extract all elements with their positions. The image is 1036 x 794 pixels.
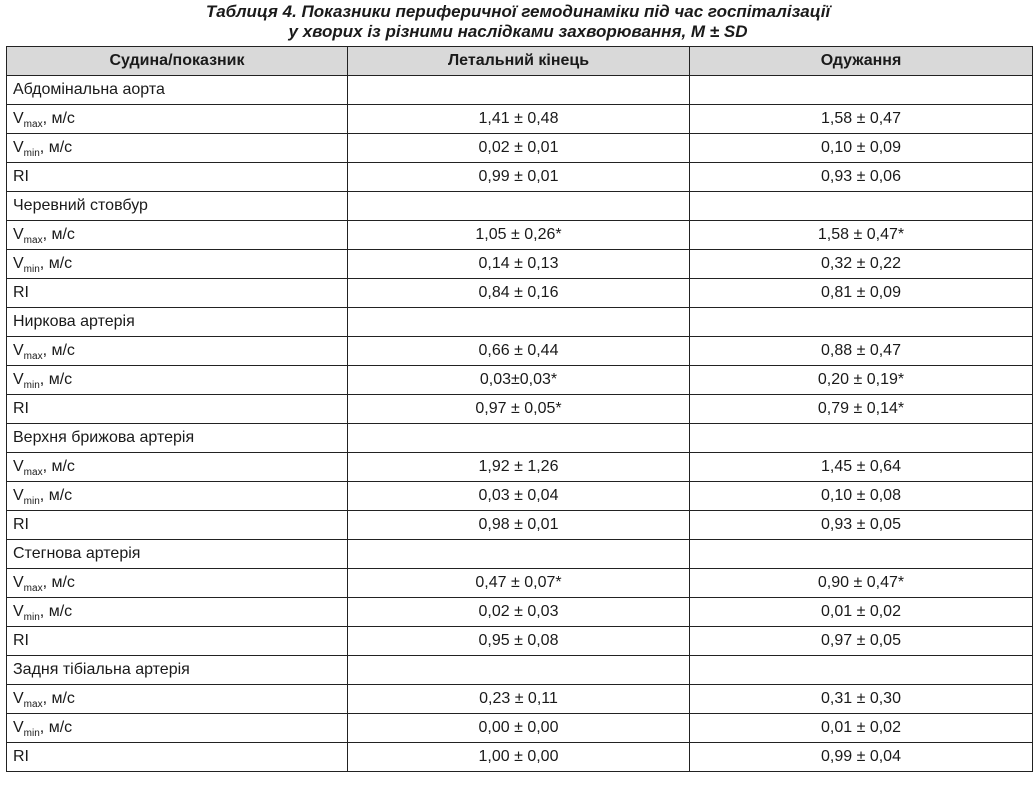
indicator-label xyxy=(7,105,348,134)
recovery-value: 0,90 ± 0,47* xyxy=(690,569,1033,598)
table-row xyxy=(7,337,1033,366)
indicator-subscript: min xyxy=(23,380,40,391)
group-empty-recovery xyxy=(690,656,1033,685)
group-empty-recovery xyxy=(690,192,1033,221)
lethal-value: 1,00 ± 0,00 xyxy=(348,743,690,772)
lethal-value: 0,14 ± 0,13 xyxy=(348,250,690,279)
table-row xyxy=(7,221,1033,250)
table-body xyxy=(7,76,1033,772)
indicator-unit: , м/с xyxy=(42,110,75,127)
group-empty-recovery xyxy=(690,424,1033,453)
group-empty-recovery xyxy=(690,308,1033,337)
table-row xyxy=(7,134,1033,163)
recovery-value: 0,81 ± 0,09 xyxy=(690,279,1033,308)
table-row xyxy=(7,598,1033,627)
indicator-label xyxy=(7,482,348,511)
indicator-base: V xyxy=(13,690,24,707)
caption-line-1: Таблиця 4. Показники периферичної гемодинаміки під час госпіталізації xyxy=(205,2,831,21)
lethal-value: 0,66 ± 0,44 xyxy=(348,337,690,366)
indicator-label xyxy=(7,337,348,366)
vessel-name: Черевний стовбур xyxy=(7,192,348,221)
indicator-label xyxy=(7,714,348,743)
indicator-base: RI xyxy=(13,284,29,301)
table-row xyxy=(7,511,1033,540)
indicator-subscript: max xyxy=(23,699,43,710)
group-empty-lethal xyxy=(348,192,690,221)
header-vessel-indicator: Судина/показник xyxy=(7,47,348,76)
recovery-value: 0,99 ± 0,04 xyxy=(690,743,1033,772)
recovery-value: 0,32 ± 0,22 xyxy=(690,250,1033,279)
table-row xyxy=(7,279,1033,308)
indicator-label xyxy=(7,453,348,482)
indicator-unit: , м/с xyxy=(39,255,73,272)
header-recovery: Одужання xyxy=(690,47,1033,76)
lethal-value: 0,84 ± 0,16 xyxy=(348,279,690,308)
recovery-value: 0,01 ± 0,02 xyxy=(690,714,1033,743)
vessel-name: Абдомінальна аорта xyxy=(7,76,348,105)
vessel-name: Задня тібіальна артерія xyxy=(7,656,348,685)
vessel-name: Верхня брижова артерія xyxy=(7,424,348,453)
indicator-base: V xyxy=(13,719,24,736)
indicator-base: RI xyxy=(13,748,29,765)
group-empty-recovery xyxy=(690,540,1033,569)
group-row xyxy=(7,308,1033,337)
indicator-unit: , м/с xyxy=(39,487,73,504)
indicator-label xyxy=(7,163,348,192)
indicator-label xyxy=(7,685,348,714)
lethal-value: 1,05 ± 0,26* xyxy=(348,221,690,250)
indicator-base: V xyxy=(13,603,24,620)
lethal-value: 1,92 ± 1,26 xyxy=(348,453,690,482)
indicator-base: V xyxy=(13,110,24,127)
recovery-value: 0,97 ± 0,05 xyxy=(690,627,1033,656)
lethal-value: 0,47 ± 0,07* xyxy=(348,569,690,598)
lethal-value: 1,41 ± 0,48 xyxy=(348,105,690,134)
recovery-value: 0,93 ± 0,06 xyxy=(690,163,1033,192)
indicator-base: V xyxy=(13,458,24,475)
group-empty-lethal xyxy=(348,424,690,453)
table-row xyxy=(7,366,1033,395)
table-row xyxy=(7,250,1033,279)
table-caption xyxy=(0,0,1036,42)
indicator-base: V xyxy=(13,139,24,156)
indicator-subscript: max xyxy=(23,583,43,594)
recovery-value: 0,20 ± 0,19* xyxy=(690,366,1033,395)
indicator-unit: , м/с xyxy=(42,458,75,475)
group-row xyxy=(7,540,1033,569)
table-row xyxy=(7,105,1033,134)
group-empty-lethal xyxy=(348,76,690,105)
group-empty-lethal xyxy=(348,308,690,337)
table-row xyxy=(7,685,1033,714)
lethal-value: 0,00 ± 0,00 xyxy=(348,714,690,743)
indicator-base: V xyxy=(13,226,24,243)
caption-line-2: у хворих із різними наслідками захворювання, M ± SD xyxy=(288,22,748,41)
hemodynamics-table xyxy=(6,46,1033,772)
table-row xyxy=(7,163,1033,192)
indicator-subscript: min xyxy=(23,496,40,507)
vessel-name: Ниркова артерія xyxy=(7,308,348,337)
indicator-label xyxy=(7,250,348,279)
group-row xyxy=(7,424,1033,453)
table-row xyxy=(7,453,1033,482)
indicator-label xyxy=(7,221,348,250)
indicator-unit: , м/с xyxy=(39,603,73,620)
indicator-subscript: max xyxy=(23,351,43,362)
group-empty-lethal xyxy=(348,540,690,569)
indicator-label xyxy=(7,569,348,598)
indicator-label xyxy=(7,598,348,627)
lethal-value: 0,03 ± 0,04 xyxy=(348,482,690,511)
lethal-value: 0,02 ± 0,03 xyxy=(348,598,690,627)
indicator-base: V xyxy=(13,255,24,272)
indicator-base: V xyxy=(13,371,24,388)
table-row xyxy=(7,395,1033,424)
indicator-base: RI xyxy=(13,400,29,417)
indicator-subscript: min xyxy=(23,148,40,159)
table-row xyxy=(7,714,1033,743)
indicator-unit: , м/с xyxy=(42,226,75,243)
group-empty-lethal xyxy=(348,656,690,685)
recovery-value: 0,10 ± 0,09 xyxy=(690,134,1033,163)
lethal-value: 0,23 ± 0,11 xyxy=(348,685,690,714)
indicator-subscript: max xyxy=(23,467,43,478)
indicator-unit: , м/с xyxy=(42,690,75,707)
indicator-label xyxy=(7,627,348,656)
group-row xyxy=(7,76,1033,105)
table-row xyxy=(7,743,1033,772)
indicator-label xyxy=(7,134,348,163)
lethal-value: 0,02 ± 0,01 xyxy=(348,134,690,163)
recovery-value: 0,93 ± 0,05 xyxy=(690,511,1033,540)
recovery-value: 0,10 ± 0,08 xyxy=(690,482,1033,511)
indicator-base: RI xyxy=(13,516,29,533)
table-row xyxy=(7,482,1033,511)
recovery-value: 0,79 ± 0,14* xyxy=(690,395,1033,424)
recovery-value: 1,45 ± 0,64 xyxy=(690,453,1033,482)
indicator-subscript: max xyxy=(23,119,43,130)
vessel-name: Стегнова артерія xyxy=(7,540,348,569)
recovery-value: 1,58 ± 0,47* xyxy=(690,221,1033,250)
indicator-subscript: min xyxy=(23,612,40,623)
group-row xyxy=(7,192,1033,221)
table-row xyxy=(7,569,1033,598)
group-row xyxy=(7,656,1033,685)
indicator-label xyxy=(7,366,348,395)
table-row xyxy=(7,627,1033,656)
indicator-subscript: min xyxy=(23,728,40,739)
indicator-base: V xyxy=(13,342,24,359)
indicator-base: RI xyxy=(13,632,29,649)
indicator-unit: , м/с xyxy=(39,719,73,736)
recovery-value: 0,88 ± 0,47 xyxy=(690,337,1033,366)
lethal-value: 0,95 ± 0,08 xyxy=(348,627,690,656)
indicator-subscript: min xyxy=(23,264,40,275)
header-row xyxy=(7,47,1033,76)
lethal-value: 0,03±0,03* xyxy=(348,366,690,395)
recovery-value: 1,58 ± 0,47 xyxy=(690,105,1033,134)
lethal-value: 0,98 ± 0,01 xyxy=(348,511,690,540)
lethal-value: 0,97 ± 0,05* xyxy=(348,395,690,424)
header-lethal-outcome: Летальний кінець xyxy=(348,47,690,76)
indicator-unit: , м/с xyxy=(39,139,73,156)
indicator-label xyxy=(7,279,348,308)
indicator-label xyxy=(7,743,348,772)
recovery-value: 0,31 ± 0,30 xyxy=(690,685,1033,714)
indicator-label xyxy=(7,511,348,540)
indicator-base: V xyxy=(13,574,24,591)
indicator-label xyxy=(7,395,348,424)
recovery-value: 0,01 ± 0,02 xyxy=(690,598,1033,627)
lethal-value: 0,99 ± 0,01 xyxy=(348,163,690,192)
indicator-subscript: max xyxy=(23,235,43,246)
indicator-base: V xyxy=(13,487,24,504)
table-header xyxy=(7,47,1033,76)
group-empty-recovery xyxy=(690,76,1033,105)
indicator-unit: , м/с xyxy=(39,371,73,388)
indicator-unit: , м/с xyxy=(42,574,75,591)
indicator-base: RI xyxy=(13,168,29,185)
indicator-unit: , м/с xyxy=(42,342,75,359)
